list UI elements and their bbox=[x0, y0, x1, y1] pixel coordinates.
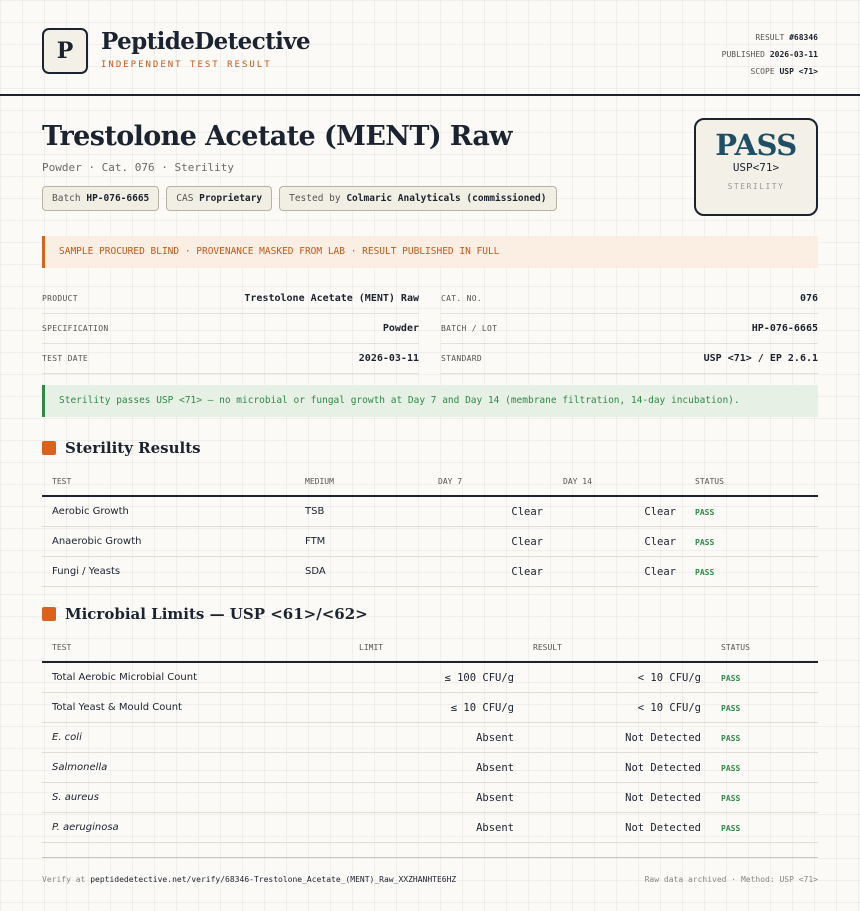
cell-test: E. coli bbox=[52, 732, 82, 743]
status-badge: PASS bbox=[721, 704, 741, 713]
cell-test: Total Yeast & Mould Count bbox=[52, 702, 182, 713]
col-test: TEST bbox=[52, 643, 72, 652]
cell-limit: Absent bbox=[476, 822, 514, 834]
cell-limit: ≤ 10 CFU/g bbox=[450, 702, 514, 714]
cell-day14: Clear bbox=[644, 506, 676, 518]
detail-chips bbox=[42, 186, 557, 211]
cell-test: Fungi / Yeasts bbox=[52, 566, 121, 577]
cas-chip-value: Proprietary bbox=[199, 193, 263, 204]
microbial-section-title: Microbial Limits — USP <61>/<62> bbox=[65, 605, 368, 623]
table-row bbox=[42, 693, 818, 723]
brand-logo bbox=[42, 28, 88, 74]
header-divider bbox=[0, 94, 860, 96]
info-standard-value: USP <71> / EP 2.6.1 bbox=[703, 353, 818, 364]
page-subtitle: Powder · Cat. 076 · Sterility bbox=[42, 161, 235, 174]
published-label: PUBLISHED bbox=[721, 50, 765, 59]
microbial-table bbox=[42, 633, 818, 843]
status-badge: PASS bbox=[695, 568, 715, 577]
cell-test: P. aeruginosa bbox=[52, 822, 119, 833]
info-cat-value: 076 bbox=[799, 293, 818, 304]
footer-divider bbox=[42, 857, 818, 858]
sterility-table bbox=[42, 467, 818, 587]
info-batch-lot bbox=[441, 314, 818, 344]
tested-by-value: Colmaric Analyticals (commissioned) bbox=[346, 193, 547, 204]
cell-result: < 10 CFU/g bbox=[637, 672, 701, 684]
status-badge: PASS bbox=[695, 538, 715, 547]
info-cat-label: CAT. NO. bbox=[441, 294, 482, 303]
info-spec-label: SPECIFICATION bbox=[42, 324, 109, 333]
cell-result: Not Detected bbox=[625, 792, 701, 804]
table-row bbox=[42, 723, 818, 753]
verify-line bbox=[42, 875, 456, 884]
col-day7: DAY 7 bbox=[438, 477, 463, 486]
status-badge: PASS bbox=[695, 508, 715, 517]
procurement-notice: SAMPLE PROCURED BLIND · PROVENANCE MASKED FROM LAB · RESULT PUBLISHED IN FULL bbox=[42, 236, 818, 268]
info-spec-value: Powder bbox=[382, 323, 419, 334]
result-summary: Sterility passes USP <71> — no microbial or fungal growth at Day 7 and Day 14 (membrane filtration, 14-day incubation). bbox=[42, 385, 818, 417]
sterility-section-header bbox=[42, 439, 201, 457]
cell-medium: TSB bbox=[305, 506, 325, 517]
table-row bbox=[42, 663, 818, 693]
cell-medium: SDA bbox=[305, 566, 326, 577]
status-badge: PASS bbox=[721, 794, 741, 803]
info-standard bbox=[441, 344, 818, 374]
info-cat-no bbox=[441, 284, 818, 314]
verify-link[interactable]: peptidedetective.net/verify/68346-Trestolone_Acetate_(MENT)_Raw_XXZHANHTE6HZ bbox=[90, 875, 457, 884]
cell-result: < 10 CFU/g bbox=[637, 702, 701, 714]
cell-limit: Absent bbox=[476, 762, 514, 774]
cell-medium: FTM bbox=[305, 536, 326, 547]
col-status: STATUS bbox=[695, 477, 724, 486]
col-result: RESULT bbox=[533, 643, 562, 652]
brand-tagline: INDEPENDENT TEST RESULT bbox=[101, 60, 272, 70]
verdict-stamp bbox=[694, 118, 818, 216]
table-row bbox=[42, 813, 818, 843]
info-product-value: Trestolone Acetate (MENT) Raw bbox=[244, 293, 419, 304]
cell-test: Anaerobic Growth bbox=[52, 536, 142, 547]
verify-label: Verify at bbox=[42, 875, 86, 884]
col-medium: MEDIUM bbox=[305, 477, 334, 486]
info-date-label: TEST DATE bbox=[42, 354, 89, 363]
scope-value: USP <71> bbox=[779, 67, 818, 76]
cell-limit: Absent bbox=[476, 732, 514, 744]
microbial-table-header bbox=[42, 633, 818, 663]
page-title: Trestolone Acetate (MENT) Raw bbox=[42, 121, 512, 152]
cell-day14: Clear bbox=[644, 566, 676, 578]
verdict-scope: STERILITY bbox=[727, 182, 785, 191]
cell-test: Aerobic Growth bbox=[52, 506, 129, 517]
info-product bbox=[42, 284, 419, 314]
logo-letter: P bbox=[56, 38, 74, 64]
col-limit: LIMIT bbox=[359, 643, 384, 652]
cell-day7: Clear bbox=[511, 536, 543, 548]
archive-note: Raw data archived · Method: USP <71> bbox=[644, 875, 818, 884]
table-row bbox=[42, 527, 818, 557]
info-test-date bbox=[42, 344, 419, 374]
result-number: #68346 bbox=[789, 33, 818, 42]
table-row bbox=[42, 783, 818, 813]
sterility-section-title: Sterility Results bbox=[65, 439, 201, 457]
cell-limit: ≤ 100 CFU/g bbox=[444, 672, 514, 684]
cas-chip-label: CAS bbox=[176, 193, 194, 204]
sterility-table-header bbox=[42, 467, 818, 497]
table-row bbox=[42, 497, 818, 527]
status-badge: PASS bbox=[721, 674, 741, 683]
cell-result: Not Detected bbox=[625, 732, 701, 744]
batch-chip bbox=[42, 186, 159, 211]
scope-label: SCOPE bbox=[750, 67, 775, 76]
published-date: 2026-03-11 bbox=[769, 50, 818, 59]
info-date-value: 2026-03-11 bbox=[358, 353, 419, 364]
tested-by-chip bbox=[279, 186, 556, 211]
cell-day14: Clear bbox=[644, 536, 676, 548]
result-label: RESULT bbox=[755, 33, 785, 42]
verdict-standard: USP<71> bbox=[732, 161, 780, 174]
info-batch-label: BATCH / LOT bbox=[441, 324, 498, 333]
col-day14: DAY 14 bbox=[563, 477, 592, 486]
batch-chip-value: HP-076-6665 bbox=[86, 193, 150, 204]
col-status: STATUS bbox=[721, 643, 750, 652]
section-marker-icon bbox=[42, 607, 56, 621]
status-badge: PASS bbox=[721, 824, 741, 833]
cas-chip bbox=[166, 186, 272, 211]
col-test: TEST bbox=[52, 477, 72, 486]
report-meta bbox=[722, 29, 818, 80]
verdict-word: PASS bbox=[715, 128, 797, 162]
table-row bbox=[42, 557, 818, 587]
cell-day7: Clear bbox=[511, 566, 543, 578]
section-marker-icon bbox=[42, 441, 56, 455]
batch-chip-label: Batch bbox=[52, 193, 81, 204]
cell-limit: Absent bbox=[476, 792, 514, 804]
status-badge: PASS bbox=[721, 764, 741, 773]
brand-name: PeptideDetective bbox=[101, 28, 311, 55]
microbial-section-header bbox=[42, 605, 368, 623]
cell-result: Not Detected bbox=[625, 822, 701, 834]
cell-result: Not Detected bbox=[625, 762, 701, 774]
status-badge: PASS bbox=[721, 734, 741, 743]
tested-by-label: Tested by bbox=[289, 193, 341, 204]
cell-test: Total Aerobic Microbial Count bbox=[52, 672, 197, 683]
cell-test: S. aureus bbox=[52, 792, 99, 803]
info-specification bbox=[42, 314, 419, 344]
info-batch-value: HP-076-6665 bbox=[751, 323, 818, 334]
table-row bbox=[42, 753, 818, 783]
cell-test: Salmonella bbox=[52, 762, 108, 773]
info-standard-label: STANDARD bbox=[441, 354, 482, 363]
cell-day7: Clear bbox=[511, 506, 543, 518]
info-product-label: PRODUCT bbox=[42, 294, 78, 303]
